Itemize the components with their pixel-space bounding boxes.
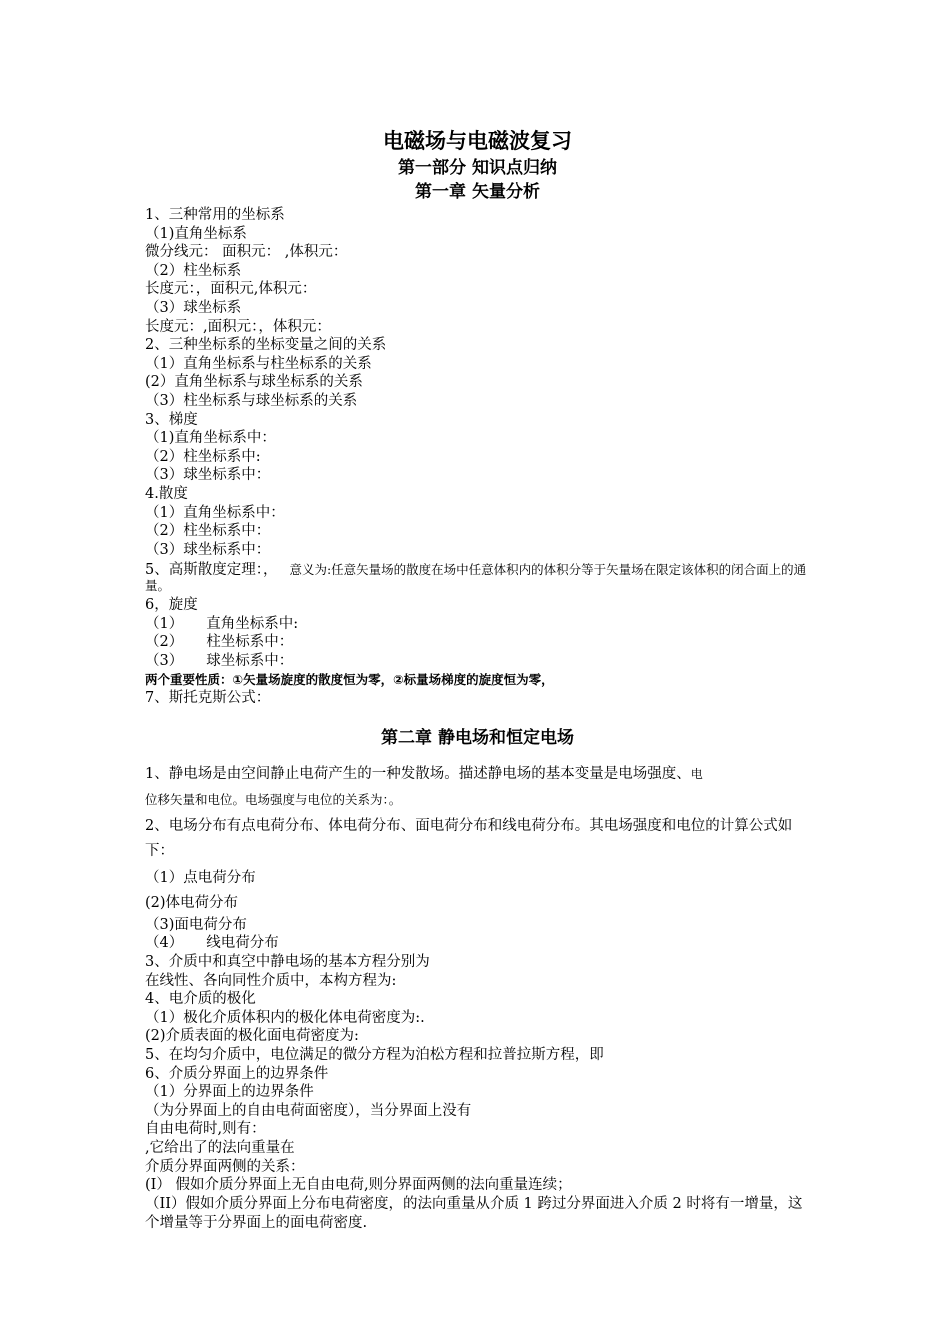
text-line: 介质分界面两侧的关系： — [145, 1158, 305, 1175]
chapter2-heading: 第二章 静电场和恒定电场 — [381, 727, 574, 748]
text-line: （1）直角坐标系中： — [145, 504, 285, 521]
document-title: 电磁场与电磁波复习 — [383, 129, 572, 153]
text-line: （1） 直角坐标系中: — [145, 615, 299, 632]
text-line: 2、三种坐标系的坐标变量之间的关系 — [145, 337, 387, 354]
text-line: （3）球坐标系中： — [145, 541, 271, 558]
text-line: （3）球坐标系中： — [145, 467, 271, 484]
chapter1-curl-lines — [145, 596, 810, 670]
text-line: 6，旋度 — [145, 597, 198, 614]
text-line: 自由电荷时,则有： — [145, 1121, 266, 1138]
text-line: 4.散度 — [145, 485, 188, 502]
text-line: （1）点电荷分布 — [145, 869, 256, 886]
text-line: （2） 柱坐标系中： — [145, 634, 294, 651]
text-line: （2）柱坐标系中: — [145, 448, 261, 465]
text-line: 1、三种常用的坐标系 — [145, 207, 285, 223]
potential-relation-line: 位移矢量和电位。电场强度与电位的关系为：。 — [145, 791, 402, 807]
text-line: （1)直角坐标系中： — [145, 430, 276, 447]
text-line: 长度元：,面积元：，体积元： — [145, 318, 331, 335]
chapter2-lines — [145, 916, 810, 1195]
text-line: （1)直角坐标系 — [145, 225, 247, 242]
charge-distribution-paragraph: 2、电场分布有点电荷分布、体电荷分布、面电荷分布和线电荷分布。其电场强度和电位的计算公式如下： — [145, 817, 793, 859]
text-line: （3） 球坐标系中： — [145, 653, 294, 670]
text-line: （1）直角坐标系与柱坐标系的关系 — [145, 355, 372, 372]
text-line: （1）极化介质体积内的极化体电荷密度为:. — [145, 1009, 425, 1026]
text-line: ,它给出了的法向重量在 — [145, 1139, 295, 1156]
paragraph-text-small: 电 — [690, 766, 703, 781]
text-line: （4） 线电荷分布 — [145, 935, 279, 952]
boundary-condition-paragraph: （II）假如介质分界面上分布电荷密度，的法向重量从介质 1 跨过分界面进入介质 2 时将有一增量，这个增量等于分界面上的面电荷密度. — [145, 1195, 803, 1231]
text-line: （3）球坐标系 — [145, 299, 242, 316]
stokes-formula-line: 7、斯托克斯公式： — [145, 690, 271, 707]
document-content — [145, 126, 810, 1233]
gauss-theorem-text: 意义为:任意矢量场的散度在场中任意体积内的体积分等于矢量场在限定该体积的闭合面上的通量。 — [145, 562, 807, 594]
text-line: （1）分界面上的边界条件 — [145, 1084, 314, 1101]
text-line: 在线性、各向同性介质中，本构方程为: — [145, 972, 397, 989]
text-line: (I） 假如介质分界面上无自由电荷,则分界面两侧的法向重量连续； — [145, 1177, 572, 1194]
text-line: (2）直角坐标系与球坐标系的关系 — [145, 374, 363, 391]
paragraph-text: 1、静电场是由空间静止电荷产生的一种发散场。描述静电场的基本变量是电场强度、 — [145, 765, 691, 782]
chapter1-lines — [145, 206, 810, 559]
chapter1-heading: 第一章 矢量分析 — [415, 182, 540, 202]
text-line: 4、电介质的极化 — [145, 991, 256, 1008]
important-properties-note: 两个重要性质：①矢量场旋度的散度恒为零，②标量场梯度的旋度恒为零， — [145, 671, 554, 687]
text-line: 3、梯度 — [145, 411, 198, 428]
text-line: 3、介质中和真空中静电场的基本方程分别为 — [145, 954, 430, 971]
text-line: （2）柱坐标系中： — [145, 523, 271, 540]
text-line: 5、在均匀介质中，电位满足的微分方程为泊松方程和拉普拉斯方程，即 — [145, 1047, 604, 1063]
gauss-theorem-paragraph — [145, 562, 810, 593]
text-line: 微分线元： 面积元： ,体积元： — [145, 244, 348, 261]
text-line: （为分界面上的自由电荷面密度），当分界面上没有 — [145, 1102, 472, 1119]
part-heading: 第一部分 知识点归纳 — [398, 158, 557, 178]
text-line: （3)面电荷分布 — [145, 916, 247, 933]
text-line: (2)体电荷分布 — [145, 894, 239, 911]
text-line: (2)介质表面的极化面电荷密度为: — [145, 1028, 359, 1045]
text-line: 长度元：，面积元,体积元： — [145, 281, 317, 298]
text-line: （3）柱坐标系与球坐标系的关系 — [145, 392, 358, 409]
electrostatic-field-paragraph — [145, 762, 810, 787]
text-line: （2）柱坐标系 — [145, 262, 242, 279]
gauss-theorem-head: 5、高斯散度定理：， — [145, 562, 278, 579]
text-line: 6、介质分界面上的边界条件 — [145, 1065, 329, 1082]
